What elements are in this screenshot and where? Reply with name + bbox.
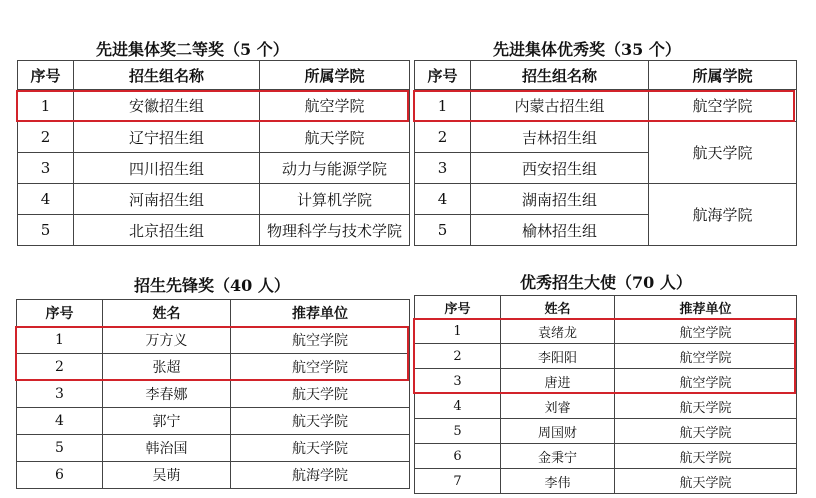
ambassador-table: [414, 295, 797, 494]
row-name: 内蒙古招生组: [471, 90, 649, 122]
row-no: 3: [18, 153, 74, 184]
pioneer-table: [16, 299, 410, 489]
row-college: 计算机学院: [260, 184, 410, 215]
row-no: 4: [415, 184, 471, 215]
table-header-row: [415, 61, 797, 90]
table-row: [17, 354, 410, 381]
table-header-row: [415, 296, 797, 320]
row-no: 4: [17, 408, 103, 435]
table-row: [17, 435, 410, 462]
table-row: [18, 184, 410, 215]
table-row: [415, 394, 797, 419]
row-name: 吉林招生组: [471, 122, 649, 153]
row-no: 1: [415, 90, 471, 122]
row-unit: 航海学院: [231, 462, 410, 489]
row-no: 5: [17, 435, 103, 462]
row-college: 航空学院: [260, 90, 410, 122]
row-name: 张超: [103, 354, 231, 381]
row-no: 2: [415, 344, 501, 369]
row-no: 6: [415, 444, 501, 469]
row-name: 吴萌: [103, 462, 231, 489]
table-row: [17, 462, 410, 489]
excellent-table: [414, 60, 797, 246]
column-header-name: 姓名: [501, 296, 615, 320]
row-name: 万方义: [103, 327, 231, 354]
row-name: 唐进: [501, 369, 615, 394]
row-name: 安徽招生组: [74, 90, 260, 122]
row-no: 1: [17, 327, 103, 354]
row-name: 李阳阳: [501, 344, 615, 369]
row-unit: 航天学院: [615, 419, 797, 444]
table-header-row: [18, 61, 410, 90]
row-no: 7: [415, 469, 501, 494]
row-name: 周国财: [501, 419, 615, 444]
row-name: 北京招生组: [74, 215, 260, 246]
table-row: [415, 344, 797, 369]
column-header-college: 所属学院: [260, 61, 410, 90]
row-unit: 航天学院: [615, 444, 797, 469]
row-college: 物理科学与技术学院: [260, 215, 410, 246]
row-no: 5: [415, 215, 471, 246]
table-row: [415, 419, 797, 444]
column-header-name: 招生组名称: [471, 61, 649, 90]
row-college: 航海学院: [649, 184, 797, 246]
table-row: [415, 90, 797, 122]
table-row: [415, 320, 797, 344]
table-header-row: [17, 300, 410, 327]
column-header-no: 序号: [17, 300, 103, 327]
row-name: 四川招生组: [74, 153, 260, 184]
excellent-title: 先进集体优秀奖（35 个）: [493, 40, 681, 59]
table-row: [415, 444, 797, 469]
row-college: 航天学院: [260, 122, 410, 153]
column-header-college: 所属学院: [649, 61, 797, 90]
row-no: 2: [18, 122, 74, 153]
row-name: 金秉宁: [501, 444, 615, 469]
pioneer-title: 招生先锋奖（40 人）: [134, 276, 290, 295]
row-name: 湖南招生组: [471, 184, 649, 215]
row-no: 2: [17, 354, 103, 381]
row-no: 1: [415, 320, 501, 344]
ambassador-title: 优秀招生大使（70 人）: [520, 273, 692, 292]
row-name: 李春娜: [103, 381, 231, 408]
row-name: 李伟: [501, 469, 615, 494]
table-row: [18, 153, 410, 184]
table-row: [17, 381, 410, 408]
row-unit: 航空学院: [615, 369, 797, 394]
column-header-no: 序号: [18, 61, 74, 90]
row-unit: 航天学院: [615, 469, 797, 494]
row-unit: 航天学院: [231, 381, 410, 408]
row-no: 5: [18, 215, 74, 246]
row-unit: 航天学院: [231, 408, 410, 435]
column-header-name: 姓名: [103, 300, 231, 327]
row-unit: 航天学院: [615, 394, 797, 419]
row-name: 西安招生组: [471, 153, 649, 184]
column-header-no: 序号: [415, 61, 471, 90]
column-header-no: 序号: [415, 296, 501, 320]
row-college: 航空学院: [649, 90, 797, 122]
table-row: [18, 215, 410, 246]
table-row: [18, 122, 410, 153]
row-name: 河南招生组: [74, 184, 260, 215]
row-unit: 航空学院: [615, 344, 797, 369]
table-row: [18, 90, 410, 122]
row-unit: 航空学院: [615, 320, 797, 344]
row-no: 2: [415, 122, 471, 153]
row-college: 航天学院: [649, 122, 797, 184]
row-no: 3: [17, 381, 103, 408]
row-name: 韩治国: [103, 435, 231, 462]
row-name: 榆林招生组: [471, 215, 649, 246]
column-header-name: 招生组名称: [74, 61, 260, 90]
table-row: [415, 469, 797, 494]
second-class-title: 先进集体奖二等奖（5 个）: [96, 40, 289, 59]
table-row: [415, 122, 797, 153]
row-unit: 航空学院: [231, 327, 410, 354]
column-header-unit: 推荐单位: [615, 296, 797, 320]
row-name: 辽宁招生组: [74, 122, 260, 153]
row-no: 6: [17, 462, 103, 489]
row-unit: 航空学院: [231, 354, 410, 381]
table-row: [415, 369, 797, 394]
row-no: 4: [18, 184, 74, 215]
row-unit: 航天学院: [231, 435, 410, 462]
row-no: 1: [18, 90, 74, 122]
table-row: [415, 184, 797, 215]
table-row: [17, 327, 410, 354]
table-row: [17, 408, 410, 435]
row-no: 4: [415, 394, 501, 419]
row-name: 袁绪龙: [501, 320, 615, 344]
row-no: 5: [415, 419, 501, 444]
row-no: 3: [415, 153, 471, 184]
row-name: 郭宁: [103, 408, 231, 435]
row-name: 刘睿: [501, 394, 615, 419]
row-no: 3: [415, 369, 501, 394]
second-class-table: [17, 60, 410, 246]
column-header-unit: 推荐单位: [231, 300, 410, 327]
row-college: 动力与能源学院: [260, 153, 410, 184]
